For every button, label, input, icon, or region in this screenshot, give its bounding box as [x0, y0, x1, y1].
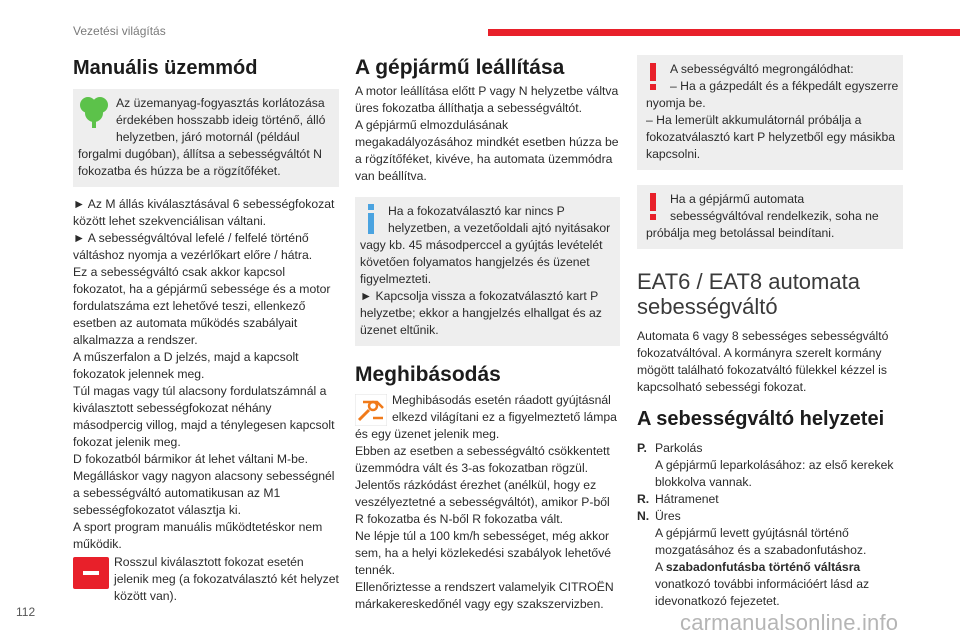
manual-paragraph-6: A sport program manuális működtetéskor nem működik.: [73, 520, 323, 551]
column-2: [355, 55, 620, 613]
running-header: Vezetési világítás: [73, 24, 166, 38]
section-heading-stopping: A gépjármű leállítása: [355, 56, 565, 79]
info-note-text-2: ► Kapcsolja vissza a fokozatválasztó kart P helyzetbe; ekkor a hangjelzés elhallgat és az üzenet eltűnik.: [360, 289, 602, 337]
manual-bullet-1: ► Az M állás kiválasztásával 6 sebességfokozat között lehet szekvenciálisan váltani.: [73, 197, 335, 228]
position-label: Hátramenet: [655, 492, 719, 506]
eco-note-box: [73, 89, 339, 187]
section-heading-manual-mode: Manuális üzemmód: [73, 57, 258, 79]
position-label: Üres: [655, 509, 681, 523]
info-note-text-1: Ha a fokozatválasztó kar nincs P helyzetben, a vezetőoldali ajtó nyitásakor vagy kb. 45 másodperccel a gyújtás levételét követően folyamatos hangjelzés és üzenet figyelmezteti.: [360, 204, 611, 286]
list-item: [637, 508, 903, 525]
warning-box-2: [637, 185, 903, 249]
warning-box-2-text: Ha a gépjármű automata sebességváltóval rendelkezik, soha ne próbálja meg betolással beindítani.: [646, 192, 879, 240]
page-number: 112: [16, 605, 36, 619]
fault-note: [355, 392, 620, 443]
manual-paragraph-2: A műszerfalon a D jelzés, majd a kapcsolt fokozatok jelennek meg.: [73, 350, 299, 381]
manual-bullet-2: ► A sebességváltóval lefelé / felfelé történő váltáshoz nyomja a vezérlőkart előre / hátra.: [73, 231, 313, 262]
section-heading-positions: A sebességváltó helyzetei: [637, 408, 885, 430]
list-item: [637, 491, 903, 508]
fault-paragraph-2: Ne lépje túl a 100 km/h sebességet, még akkor sem, ha a helyi közlekedési szabályok lehetővé tennék.: [355, 529, 612, 577]
freewheel-reference: [637, 559, 903, 610]
leaf-tree-icon: [78, 95, 112, 129]
freewheel-rest: vonatkozó további információért lásd az idevonatkozó fejezetet.: [655, 577, 870, 608]
position-label: Parkolás: [655, 441, 703, 455]
fault-warning-text: Meghibásodás esetén ráadott gyújtásnál elkezd világítani ez a figyelmeztető lámpa és egy üzenet jelenik meg.: [355, 393, 617, 441]
freewheel-bold: szabadonfutásba történő váltásra: [665, 560, 861, 574]
stopping-paragraph-2: A gépjármű elmozdulásának megakadályozásához mindkét esetben húzza be a rögzítőféket, kivéve, ha automata üzemmódra van beállítva.: [355, 118, 619, 183]
warning-box-1: [637, 55, 903, 170]
eat-paragraph: Automata 6 vagy 8 sebességes sebességváltó fokozatváltóval. A kormányra szerelt kormány mögött található fokozatváltó fülekkel kézzel is kapcsolható sebességi fokozat.: [637, 329, 889, 394]
section-heading-fault: Meghibásodás: [355, 363, 501, 386]
exclamation-warning-icon: [646, 191, 664, 223]
section-heading-eat: EAT6 / EAT8 automata sebességváltó: [637, 269, 860, 319]
warning-box-1-line-1: A sebességváltó megrongálódhat:: [670, 62, 854, 76]
manual-paragraph-5: Megálláskor vagy nagyon alacsony sebességnél a sebességváltó automatikusan az M1 sebességfokozatot választja ki.: [73, 469, 335, 517]
position-description: A gépjármű levett gyújtásnál történő mozgatásához és a szabadonfutáshoz.: [655, 526, 867, 557]
watermark: carmanualsonline.info: [680, 610, 899, 635]
manual-paragraph-4: D fokozatból bármikor át lehet váltani M-be.: [73, 452, 309, 466]
position-key: P.: [637, 441, 647, 455]
column-1: [73, 55, 339, 605]
warning-box-1-line-3: – Ha lemerült akkumulátornál próbálja a fokozatválasztó kart P helyzetből egy másikba kapcsolni.: [646, 113, 896, 161]
position-description: A gépjármű leparkolásához: az első kerekek blokkolva vannak.: [655, 458, 894, 489]
gear-positions-list: [637, 440, 903, 610]
freewheel-prefix: A: [655, 560, 666, 574]
column-3: [637, 55, 903, 610]
position-key: N.: [637, 509, 650, 523]
manual-paragraph-1: Ez a sebességváltó csak akkor kapcsol fokozatot, ha a gépjármű sebessége és a motor fordulatszáma ezt lehetővé teszi, ellenkező esetben az automata működés szabályait alkalmazza a rendszer.: [73, 265, 331, 347]
eco-note-text: Az üzemanyag-fogyasztás korlátozása érdekében hosszabb ideig történő, álló helyzetben, járó motornál (például forgalmi dugóban), állítsa a sebességváltót N fokozatba és húzza be a rögzítőféket.: [78, 96, 326, 178]
minus-note-text: Rosszul kiválasztott fokozat esetén jelenik meg (a fokozatválasztó két helyzet között van).: [114, 555, 339, 603]
minus-warning-icon: [73, 557, 109, 591]
fault-paragraph-1: Ebben az esetben a sebességváltó csökkentett üzemmódra vált és 3-as fokozatban rögzül. Jelentős rázkódást érezhet (anélkül, hogy ez veszélyeztetné a sebességváltót), amikor P-ből R fokozatba és N-ből R fokozatba vált.: [355, 444, 610, 526]
manual-paragraph-3: Túl magas vagy túl alacsony fordulatszámnál a kiválasztott sebességfokozat néhány másodpercig villog, majd a ténylegesen kapcsolt fokozat jelenik meg.: [73, 384, 335, 449]
exclamation-warning-icon: [646, 61, 664, 93]
position-key: R.: [637, 492, 650, 506]
info-icon: [360, 203, 382, 235]
header-accent-bar: [488, 29, 960, 36]
stopping-paragraph-1: A motor leállítása előtt P vagy N helyzetbe váltva üres fokozatba állíthatja a sebességváltót.: [355, 84, 619, 115]
fault-paragraph-3: Ellenőriztesse a rendszert valamelyik CITROËN márkakereskedőnél vagy egy szakszervizben.: [355, 580, 614, 611]
minus-note: [73, 554, 339, 605]
gearbox-fault-icon: [355, 394, 387, 426]
list-item: [637, 440, 903, 457]
warning-box-1-line-2: – Ha a gázpedált és a fékpedált egyszerre nyomja be.: [646, 79, 899, 110]
info-note-box: [355, 197, 620, 346]
